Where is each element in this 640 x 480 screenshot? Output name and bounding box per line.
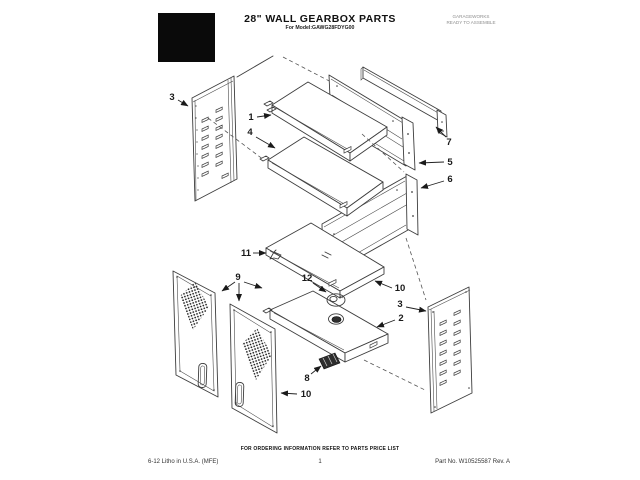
callout-2: 2 <box>398 313 404 324</box>
top-alignment-lines <box>237 56 337 85</box>
litho-line: 6-12 Litho in U.S.A. (MFE) <box>148 459 219 465</box>
right-side-panel-part-3 <box>428 287 472 413</box>
callout-5: 5 <box>447 157 453 168</box>
callout-8: 8 <box>304 373 310 384</box>
callout-12: 12 <box>301 273 313 284</box>
left-side-panel-part-3 <box>192 76 237 201</box>
brand-line-1: GARAGEWORKS <box>452 14 490 19</box>
callout-3-left: 3 <box>169 92 175 103</box>
part-number: Part No. W10525587 Rev. A <box>435 459 510 465</box>
gearbox-shelf-part-2 <box>263 291 388 362</box>
model-line: For Model:GAWG28FDYG00 <box>285 25 355 31</box>
callout-9: 9 <box>235 272 241 283</box>
callout-10-shelf: 10 <box>394 283 406 294</box>
callout-10-door: 10 <box>300 389 312 400</box>
door-left-part-9 <box>173 271 218 397</box>
door-right-part-10 <box>230 304 277 433</box>
brand-line-2: READY TO ASSEMBLE <box>446 19 496 25</box>
callout-4: 4 <box>247 127 253 138</box>
callout-7: 7 <box>446 137 452 148</box>
page-number: 1 <box>318 459 322 465</box>
callout-1: 1 <box>248 112 254 123</box>
callout-11: 11 <box>240 248 252 259</box>
page-title: 28" WALL GEARBOX PARTS <box>244 13 396 25</box>
ordering-note: FOR ORDERING INFORMATION REFER TO PARTS PRICE LIST <box>240 446 400 452</box>
callout-3-right: 3 <box>397 299 403 310</box>
callout-6: 6 <box>447 174 453 185</box>
